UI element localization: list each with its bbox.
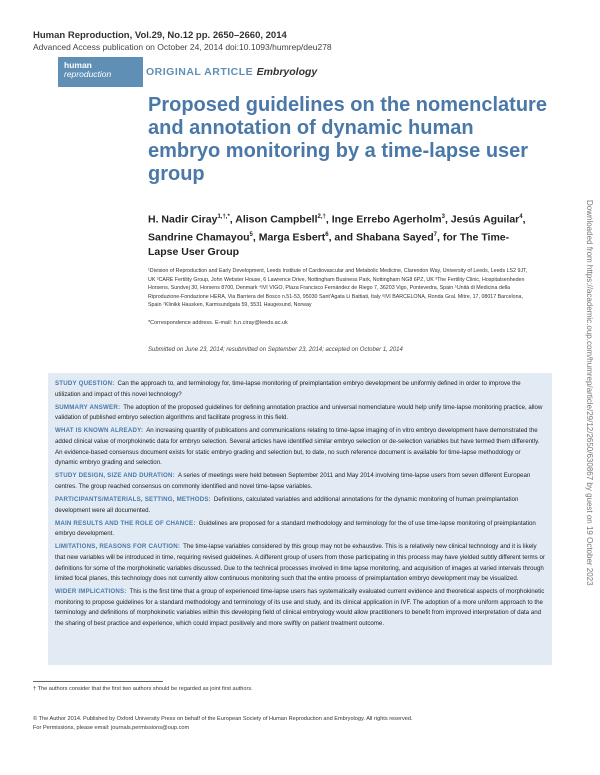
author-name: Inge Errebo Agerholm bbox=[331, 213, 442, 226]
affiliations: ¹Division of Reproduction and Early Development, Leeds Institute of Cardiovascular and Metabolic Medicine, Clarendon Way, University of Leeds, Leeds LS2 9JT, UK ²CARE Fertility Group, John Webster House, 6 Lawrence Drive, Nottingham Business Park, Nottingham NG8 6PZ, UK ³The Fertility Clinic, Hospitalsenheden Horsens, Sundvej 30, Horsens 8700, Denmark ⁴IVI VIGO, Plaza Francisco Fernández de Riego 7, 36203 Vigo, Pontevedra, Spain ⁵Unità di Medicina della Riproduzione-Fondazione HERA, Via Barriera del Bosco n.51-53, 95030 Sant'Agata Li Battiati, Italy ⁶IVI BARCELONA, Ronda Gral. Mitre, 17, 08017 Barcelona, Spain ⁷Klinikk Hausken, Karmsundgata 59, 5531 Haugesund, Norway bbox=[148, 268, 528, 309]
article-type-label: ORIGINAL ARTICLE bbox=[146, 66, 254, 78]
abstract-section bbox=[55, 519, 545, 540]
author-affiliation-marker: 7 bbox=[433, 231, 437, 238]
abstract-section-heading: PARTICIPANTS/MATERIALS, SETTING, METHODS: bbox=[55, 495, 211, 503]
abstract-section bbox=[55, 587, 545, 629]
author-separator: , and bbox=[328, 231, 357, 243]
logo-line-1: human bbox=[64, 60, 92, 70]
abstract-section bbox=[55, 471, 545, 492]
abstract-section-heading: MAIN RESULTS AND THE ROLE OF CHANCE: bbox=[55, 519, 196, 527]
download-sidebar-note: Downloaded from https://academic.oup.com/humrep/article/29/12/2650/630867 by guest on 19 October 2023 bbox=[585, 200, 594, 586]
article-title: Proposed guidelines on the nomenclature and annotation of dynamic human embryo monitoring by a time-lapse user group bbox=[148, 94, 547, 185]
author-separator: , bbox=[325, 213, 332, 226]
author-name: Jesús Aguilar bbox=[450, 213, 520, 226]
abstract-section-text: This is the first time that a group of experienced time-lapse users has systematically evaluated current evidence and theoretical aspects of morphokinetic monitoring to propose guidelines for a standard methodology and terminology of its use and study, and its clinical application in IVF. The adoption of a more uniform approach to the terminology and definitions of morphokinetic variables within this developing field of clinical embryology would allow practitioners to benefit from improved interpretation of data and the sharing of best practice and experience, which could impact positively and more swiftly on patient treatment outcome. bbox=[55, 588, 545, 627]
abstract-section-text: The adoption of the proposed guidelines for defining annotation practice and universal nomenclature would help unify time-lapse monitoring practice, allow validation of published embryo selection algorithms and facilitate progress in this field. bbox=[55, 403, 543, 422]
abstract-section-heading: SUMMARY ANSWER: bbox=[55, 403, 121, 411]
permissions-notice: For Permissions, please email: journals.permissions@oup.com bbox=[33, 725, 190, 731]
author-affiliation-marker: 6 bbox=[325, 231, 329, 238]
author-name: H. Nadir Ciray bbox=[148, 213, 218, 226]
abstract-section bbox=[55, 403, 545, 424]
article-category: Embryology bbox=[256, 66, 318, 78]
journal-access-info: Advanced Access publication on October 24, 2014 doi:10.1093/humrep/deu278 bbox=[33, 42, 332, 52]
author-affiliation-marker: 4 bbox=[519, 214, 523, 220]
author-name: Sandrine Chamayou bbox=[148, 231, 250, 243]
journal-logo bbox=[58, 57, 143, 87]
author-separator: , bbox=[229, 213, 236, 226]
abstract-section-heading: WHAT IS KNOWN ALREADY: bbox=[55, 427, 144, 435]
logo-line-2: reproduction bbox=[64, 69, 112, 79]
abstract-section-heading: LIMITATIONS, REASONS FOR CAUTION: bbox=[55, 543, 181, 551]
correspondence: *Correspondence address. E-mail: h.n.ciray@leeds.ac.uk bbox=[148, 320, 288, 326]
abstract-section-heading: WIDER IMPLICATIONS: bbox=[55, 588, 127, 596]
author-affiliation-marker: 1,†,* bbox=[217, 214, 230, 220]
author-affiliation-marker: 3 bbox=[441, 214, 445, 220]
abstract-section-text: Can the approach to, and terminology for, time-lapse monitoring of preimplantation embryo development be uniformly defined in order to improve the utilization and impact of this novel technology? bbox=[55, 380, 521, 398]
abstract-section-text: A series of meetings were held between September 2011 and May 2014 involving time-lapse users from seven different European centres. The group reached consensus on commonly identified and novel time-lapse variables. bbox=[55, 472, 531, 490]
author-affiliation-marker: 5 bbox=[249, 231, 253, 238]
abstract-section bbox=[55, 379, 545, 400]
author-separator: , bbox=[252, 231, 259, 243]
author-name: Shabana Sayed bbox=[356, 231, 434, 243]
abstract-section bbox=[55, 542, 545, 584]
abstract-section-text: Guidelines are proposed for a standard methodology and terminology for the of use time-lapse monitoring of preimplantation embryo development. bbox=[55, 519, 536, 538]
abstract-section-heading: STUDY DESIGN, SIZE AND DURATION: bbox=[55, 472, 175, 480]
copyright-block bbox=[33, 715, 413, 733]
author-name: Marga Esbert bbox=[258, 231, 326, 243]
submission-dates: Submitted on June 23, 2014; resubmitted on September 23, 2014; accepted on October 1, 2014 bbox=[148, 347, 403, 353]
author-name: Alison Campbell bbox=[235, 213, 318, 226]
abstract bbox=[48, 373, 552, 665]
journal-citation: Human Reproduction, Vol.29, No.12 pp. 2650–2660, 2014 bbox=[33, 30, 287, 41]
author-list bbox=[148, 210, 528, 260]
footnote-divider bbox=[33, 681, 163, 682]
abstract-section-text: The time-lapse variables considered by this group may not be exhaustive. This is a relatively new clinical technology and it is likely that new variables will be introduced in time, requiring revised guidelines. A different group of users from those participating in this process may have yielded subtly different terms or definitions for some of the morphokinetic variables discussed. Due to the technical processes involved in time lapse monitoring, and acquisition of images at varied intervals through limited focal planes, this technology does not currently allow continuous monitoring such that the entire process of preimplantation embryo development may be visualized. bbox=[55, 543, 545, 583]
abstract-section bbox=[55, 426, 545, 468]
author-separator: , bbox=[522, 213, 526, 226]
abstract-section-text: An increasing quantity of publications and communications relating to time-lapse imaging of in vitro embryo development have demonstrated the added clinical value of morphokinetic data for embryo selection. Several articles have identified similar embryo selection or de-selection variables but have termed them differently. An evidence-based consensus document exists for static embryo grading and selection but, to date, no such reference document is available for time-lapse methodology or dynamic embryo grading and selection. bbox=[55, 427, 540, 467]
abstract-section-heading: STUDY QUESTION: bbox=[55, 380, 115, 387]
abstract-section bbox=[55, 495, 545, 516]
author-separator: , bbox=[444, 213, 451, 226]
author-separator: , for The Time-Lapse User Group bbox=[148, 231, 510, 258]
copyright-notice: © The Author 2014. Published by Oxford University Press on behalf of the European Society of Human Reproduction and Embryology. All rights reserved. bbox=[33, 716, 413, 722]
article-type bbox=[146, 66, 317, 78]
abstract-section-text: Definitions, calculated variables and additional annotations for the dynamic monitoring of human preimplantation development were all documented. bbox=[55, 495, 519, 514]
author-affiliation-marker: 2,† bbox=[317, 214, 326, 220]
footnote: † The authors consider that the first two authors should be regarded as joint first authors. bbox=[33, 686, 253, 692]
